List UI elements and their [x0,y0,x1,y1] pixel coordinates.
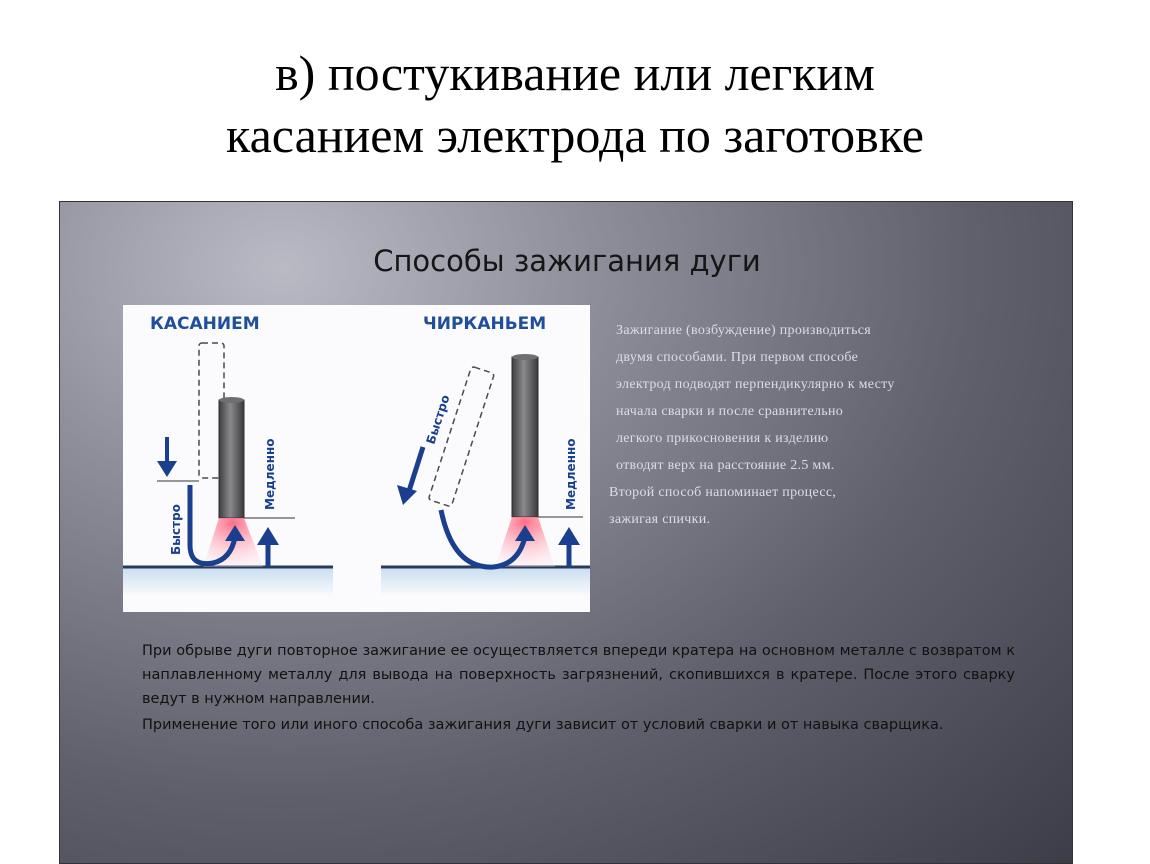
electrode-right [512,357,538,517]
bottom-paragraph-2: Применение того или иного способа зажигания дуги зависит от условий сварки и от навыка сварщика. [142,717,944,733]
label-kasaniem: КАСАНИЕМ [150,314,260,334]
diagram-svg [123,305,590,612]
side-line: Второй способ напоминает процесс, [609,485,837,500]
slide-title-line2: касанием электрода по заготовке [226,107,924,163]
side-line: Зажигание (возбуждение) производиться [616,323,872,338]
content-panel [59,201,1073,864]
label-right-fast: Быстро [423,393,453,446]
arrow-left-up-icon [257,527,279,545]
arc-ignition-diagram [123,305,590,612]
label-right-slow: Медленно [564,438,578,510]
label-left-fast: Быстро [169,504,183,555]
side-line: отводят верх на расстояние 2.5 мм. [616,458,835,473]
side-line: легкого прикосновения к изделию [616,431,829,446]
workpiece-left-fill [123,567,333,597]
side-line: двумя способами. При первом способе [616,350,859,365]
slide-title-line1: в) постукивание или легким [275,45,875,101]
bottom-paragraph-1: При обрыве дуги повторное зажигание ее осуществляется впереди кратера на основном металле с возвратом к наплавленному металлу для вывода на поверхность загрязнений, скопившихся в кратере. После этого сварку ведут в нужном направлении. [142,643,1015,707]
side-line: электрод подводят перпендикулярно к месту [616,377,895,392]
side-line: зажигая спички. [609,512,711,527]
slide-title [0,42,1150,166]
side-description [609,317,1006,533]
label-chirkaniem: ЧИРКАНЬЕМ [423,314,547,334]
arrow-right-diag-shaft [409,447,423,491]
arrow-left-down-icon [157,461,177,477]
panel-heading: Способы зажигания дуги [373,244,761,278]
bottom-description [142,639,1015,739]
side-line: начала сварки и после сравнительно [616,404,844,419]
electrode-left-top [219,397,244,403]
arrow-right-up-icon [558,527,580,545]
workpiece-right-fill [381,567,590,597]
label-left-slow: Медленно [263,438,277,510]
electrode-left [219,400,244,518]
electrode-right-top [512,354,538,360]
arrow-right-diag-icon [397,485,417,505]
